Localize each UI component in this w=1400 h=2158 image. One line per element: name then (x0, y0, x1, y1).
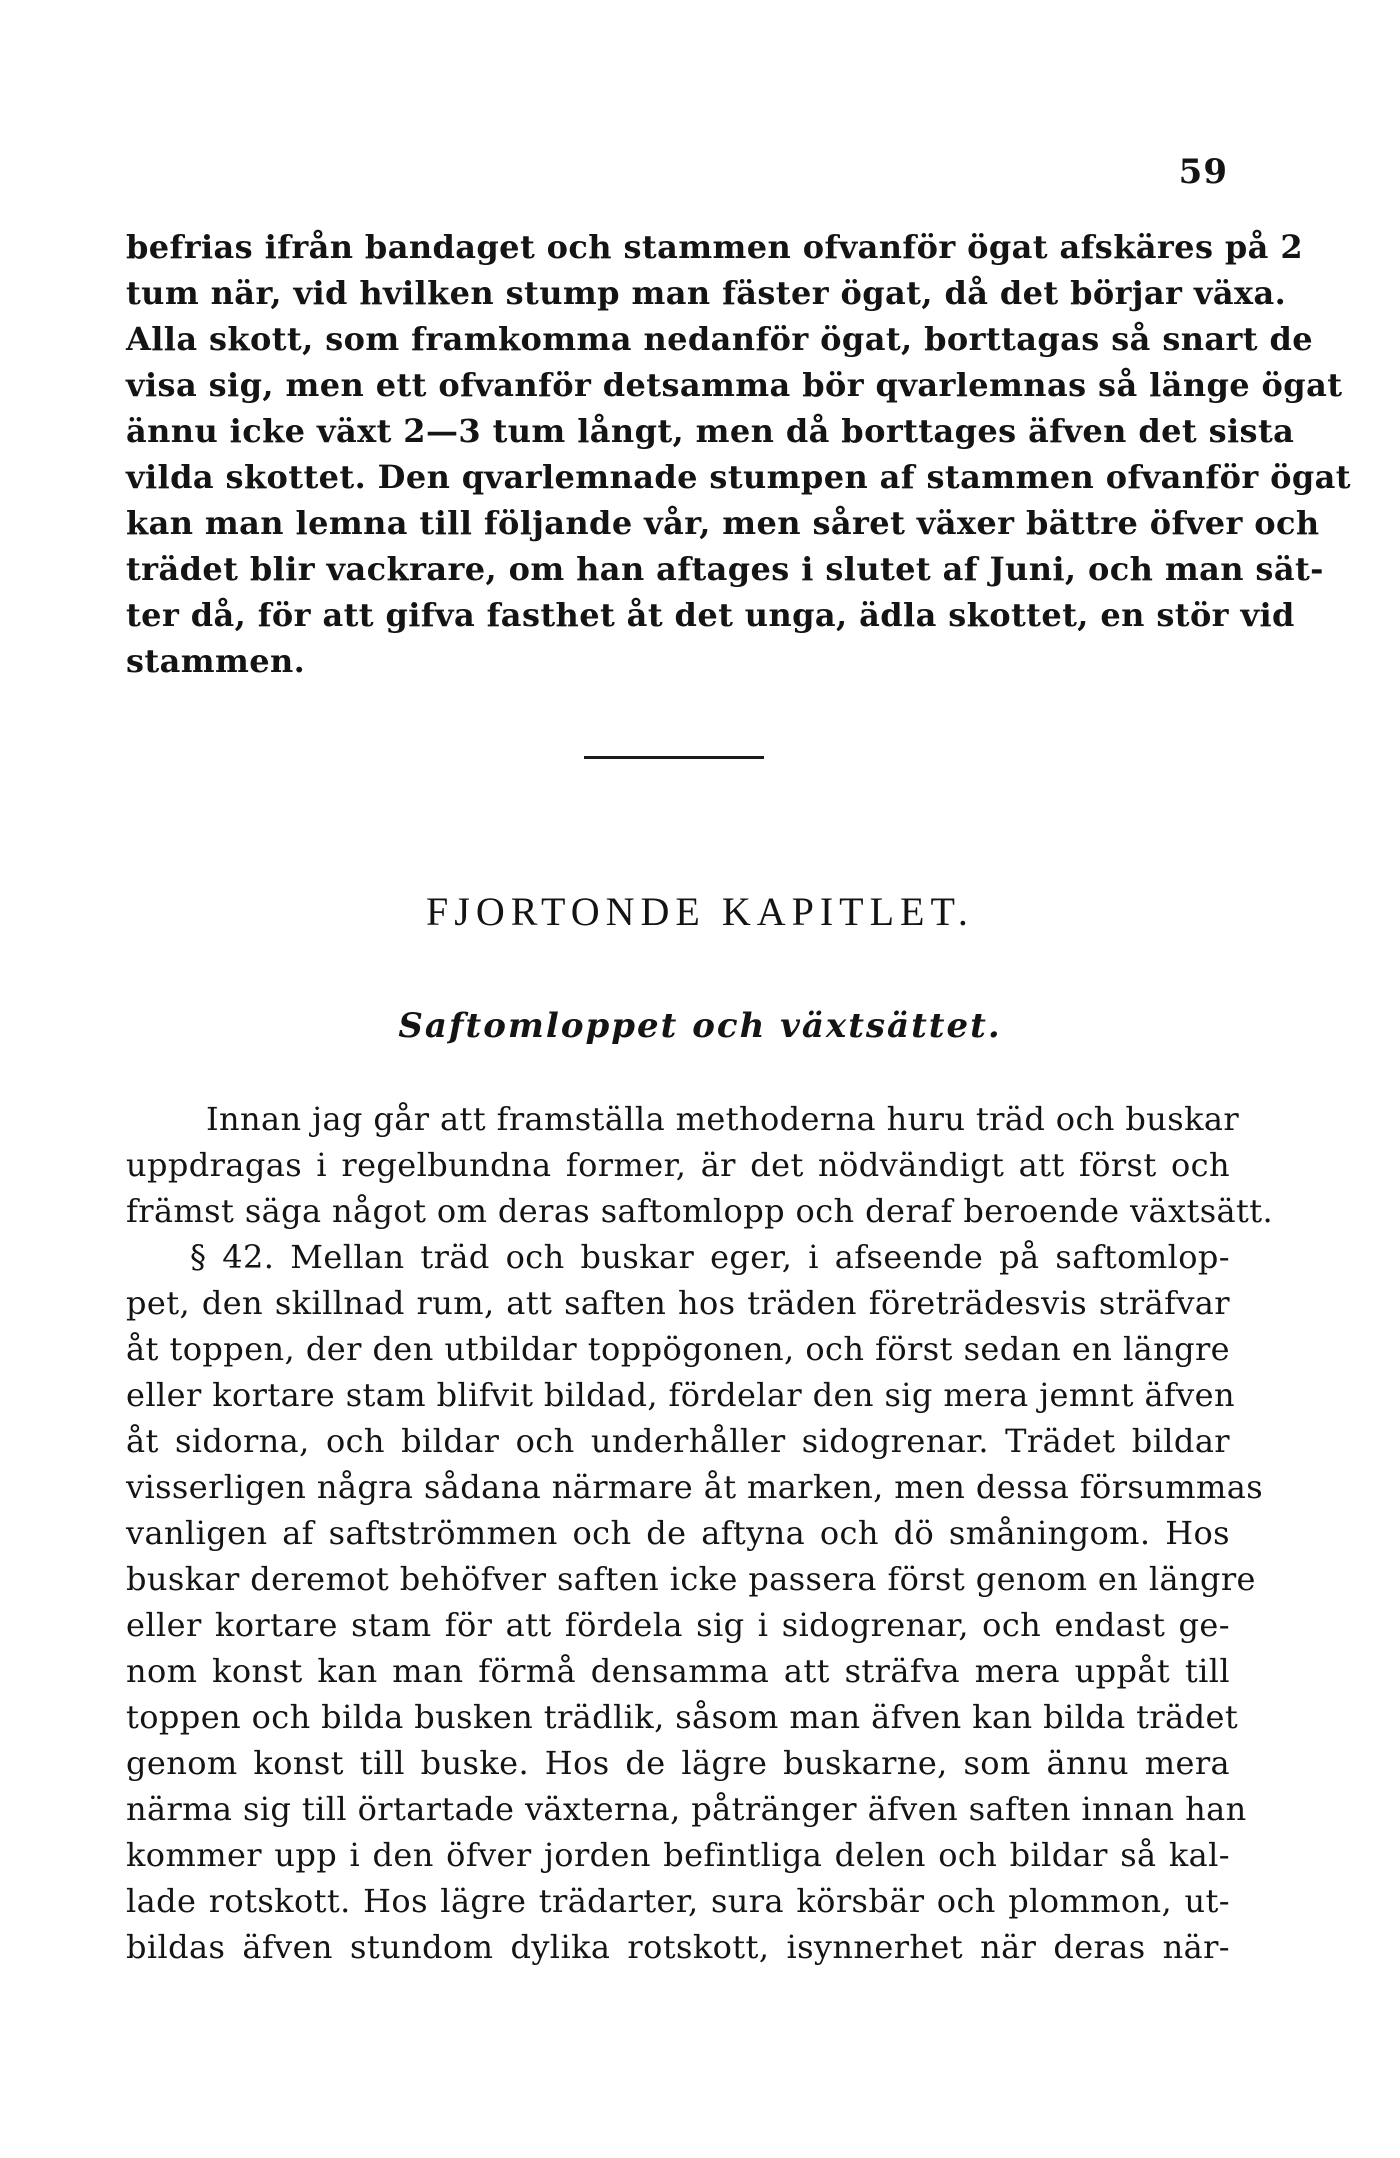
text-line: befrias ifrån bandaget och stammen ofvanför ögat afskäres på 2 (126, 228, 1304, 266)
text-line: tum när, vid hvilken stump man fäster ögat, då det börjar växa. (126, 274, 1287, 312)
text-line: vanligen af saftströmmen och de aftyna och dö småningom. Hos (126, 1514, 1230, 1552)
page-number: 59 (1178, 152, 1228, 192)
text-line: visserligen några sådana närmare åt marken, men dessa försummas (126, 1468, 1264, 1506)
text-line: ännu icke växt 2—3 tum långt, men då borttages äfven det sista (126, 412, 1295, 450)
text-line: kan man lemna till följande vår, men såret växer bättre öfver och (126, 504, 1320, 542)
text-line: bildas äfven stundom dylika rotskott, isynnerhet när deras när- (126, 1928, 1230, 1966)
text-line: uppdragas i regelbundna former, är det nödvändigt att först och (126, 1146, 1230, 1184)
section-title: Saftomloppet och växtsättet. (398, 1006, 1002, 1046)
paragraph-continuation (126, 224, 1351, 684)
text-line: Alla skott, som framkomma nedanför ögat, borttagas så snart de (126, 320, 1314, 358)
text-line: ter då, för att gifva fasthet åt det unga, ädla skottet, en stör vid (126, 596, 1295, 634)
text-line: nom konst kan man förmå densamma att sträfva mera uppåt till (126, 1652, 1230, 1690)
text-line: eller kortare stam blifvit bildad, fördelar den sig mera jemnt äfven (126, 1376, 1236, 1414)
text-line: pet, den skillnad rum, att saften hos träden företrädesvis sträfvar (126, 1284, 1230, 1322)
text-line: främst säga något om deras saftomlopp och deraf beroende växtsätt. (126, 1192, 1274, 1230)
chapter-heading: FJORTONDE KAPITLET. (426, 889, 974, 934)
text-line: åt sidorna, och bildar och underhåller sidogrenar. Trädet bildar (126, 1422, 1230, 1460)
text-line: trädet blir vackrare, om han aftages i slutet af Juni, och man sät- (126, 550, 1324, 588)
text-line: åt toppen, der den utbildar toppögonen, och först sedan en längre (126, 1330, 1230, 1368)
text-line: närma sig till örtartade växterna, påtränger äfven saften innan han (126, 1790, 1247, 1828)
section-divider (584, 756, 764, 759)
text-line: visa sig, men ett ofvanför detsamma bör qvarlemnas så länge ögat (126, 366, 1343, 404)
text-line: toppen och bilda busken trädlik, såsom man äfven kan bilda trädet (126, 1698, 1239, 1736)
text-line: lade rotskott. Hos lägre trädarter, sura körsbär och plommon, ut- (126, 1882, 1230, 1920)
text-line: eller kortare stam för att fördela sig i sidogrenar, och endast ge- (126, 1606, 1230, 1644)
text-line: § 42. Mellan träd och buskar eger, i afseende på saftomlop- (190, 1238, 1230, 1276)
text-line: vilda skottet. Den qvarlemnade stumpen af stammen ofvanför ögat (126, 458, 1351, 496)
text-line: stammen. (126, 642, 306, 680)
text-line: buskar deremot behöfver saften icke passera först genom en längre (126, 1560, 1256, 1598)
text-line: kommer upp i den öfver jorden befintliga delen och bildar så kal- (126, 1836, 1230, 1874)
paragraph-body (126, 1096, 1274, 1970)
text-line: genom konst till buske. Hos de lägre buskarne, som ännu mera (126, 1744, 1230, 1782)
text-line: Innan jag går att framställa methoderna huru träd och buskar (206, 1100, 1240, 1138)
